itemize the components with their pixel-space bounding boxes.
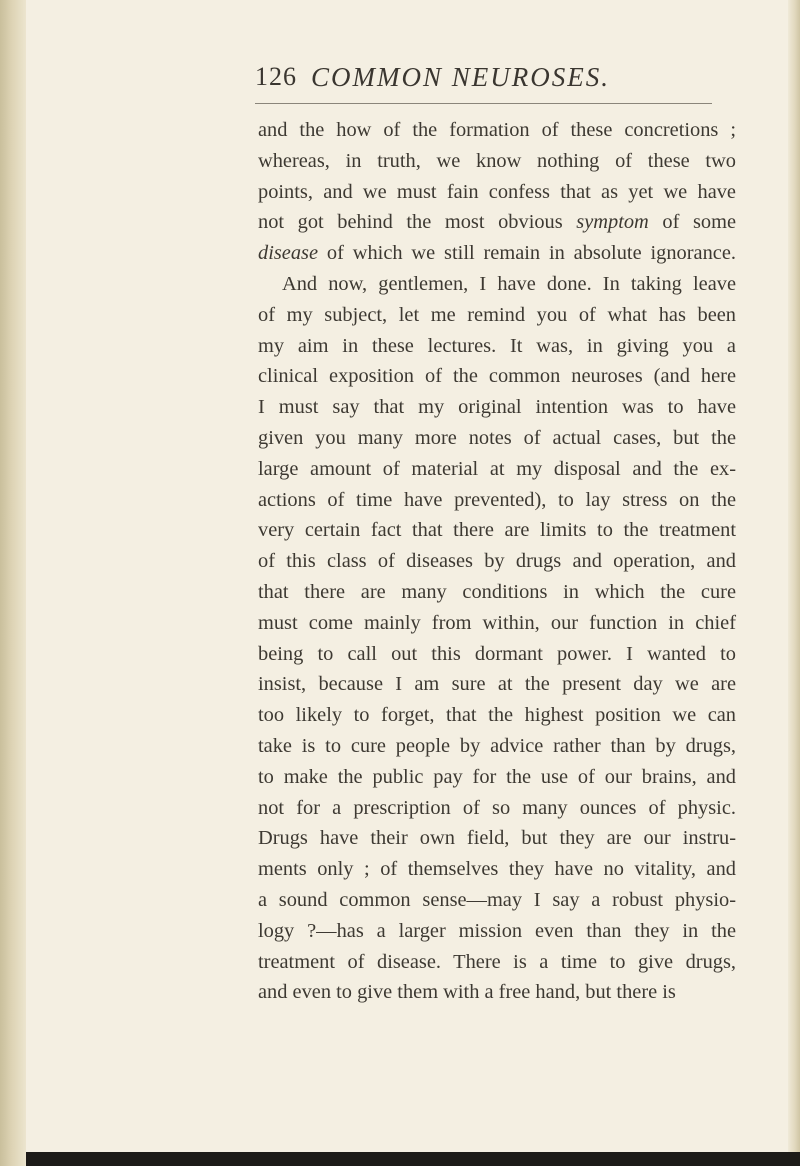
- text-line: logy ?—has a larger mission even than they in the: [258, 919, 736, 942]
- text-line: that there are many conditions in which the cure: [258, 580, 736, 603]
- text-line: [258, 238, 736, 269]
- body-text: [258, 115, 736, 1008]
- text-line: my aim in these lectures. It was, in giving you a: [258, 334, 736, 357]
- italic-word-disease: disease: [258, 242, 319, 265]
- text-line: of my subject, let me remind you of what has been: [258, 303, 736, 326]
- text-line: [258, 207, 736, 238]
- text-line: take is to cure people by advice rather than by drugs,: [258, 734, 736, 757]
- text-fragment: of some: [662, 211, 736, 234]
- text-line: actions of time have prevented), to lay stress on the: [258, 488, 736, 511]
- text-line: being to call out this dormant power. I wanted to: [258, 642, 736, 665]
- text-line: a sound common sense—may I say a robust physio-: [258, 888, 736, 911]
- text-line: very certain fact that there are limits to the treatment: [258, 519, 736, 542]
- text-line: whereas, in truth, we know nothing of these two: [258, 149, 736, 172]
- text-line: of this class of diseases by drugs and operation, and: [258, 550, 736, 573]
- text-line: clinical exposition of the common neuroses (and here: [258, 365, 736, 388]
- text-line: points, and we must fain confess that as yet we have: [258, 180, 736, 203]
- text-fragment: not got behind the most obvious: [258, 211, 563, 234]
- text-line: ments only ; of themselves they have no vitality, and: [258, 858, 736, 881]
- text-line: insist, because I am sure at the present day we are: [258, 673, 736, 696]
- text-line: Drugs have their own field, but they are our instru-: [258, 827, 736, 850]
- text-line: and even to give them with a free hand, but there is: [258, 981, 676, 1004]
- text-line: given you many more notes of actual cases, but the: [258, 426, 736, 449]
- italic-word-symptom: symptom: [576, 211, 649, 234]
- text-line: large amount of material at my disposal and the ex-: [258, 457, 736, 480]
- page-header: [255, 62, 675, 102]
- running-title: COMMON NEUROSES.: [311, 62, 610, 92]
- text-line: and the how of the formation of these concretions ;: [258, 119, 736, 141]
- text-fragment: of which we still remain in absolute ignorance.: [326, 242, 736, 265]
- text-line: not for a prescription of so many ounces of physic.: [258, 796, 736, 819]
- page-number: 126: [255, 62, 297, 91]
- paragraph-start-line: And now, gentlemen, I have done. In taking leave: [282, 272, 736, 295]
- text-line: too likely to forget, that the highest position we can: [258, 704, 736, 727]
- text-line: must come mainly from within, our function in chief: [258, 611, 736, 634]
- page-bottom-edge: [26, 1152, 800, 1166]
- text-line: treatment of disease. There is a time to give drugs,: [258, 950, 736, 973]
- text-line: I must say that my original intention was to have: [258, 396, 736, 419]
- text-line: to make the public pay for the use of our brains, and: [258, 765, 736, 788]
- binding-gutter: [0, 0, 26, 1166]
- header-rule: [255, 103, 712, 104]
- page-edge: [788, 0, 800, 1166]
